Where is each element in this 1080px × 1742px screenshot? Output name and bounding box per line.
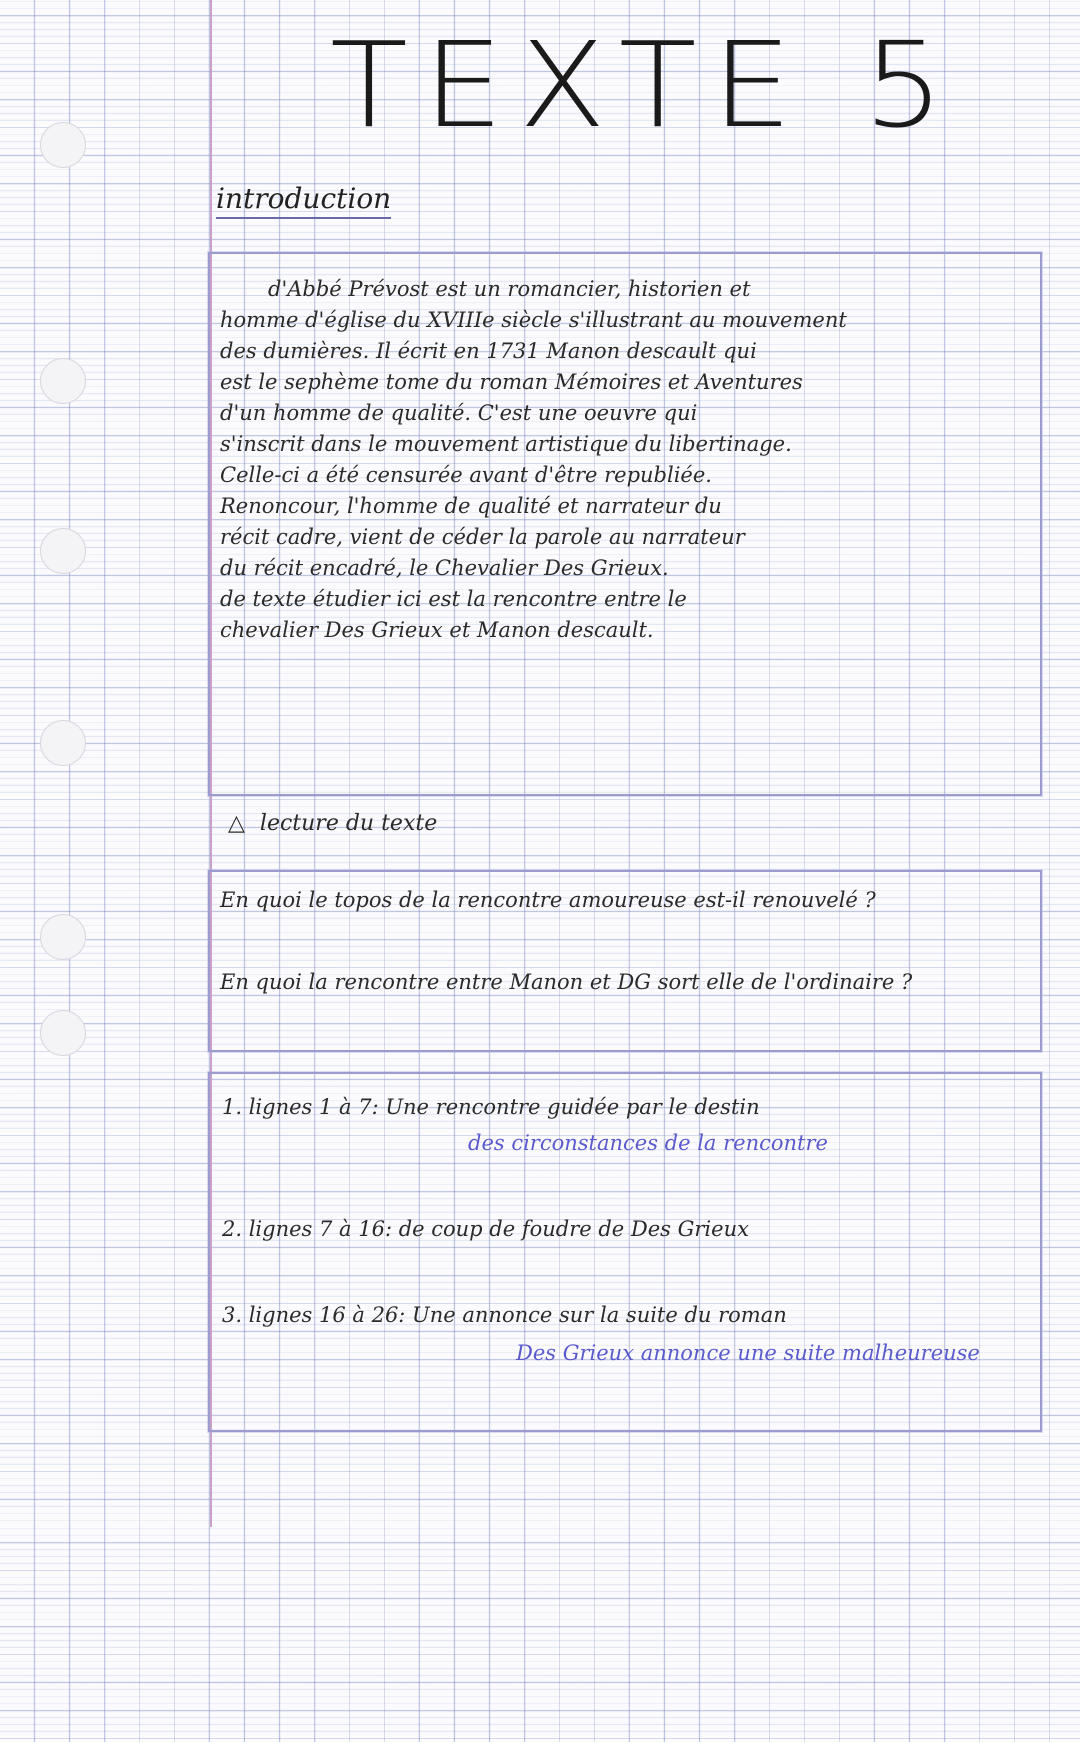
lecture-note (228, 808, 437, 839)
binder-hole (40, 122, 86, 168)
intro-line: d'un homme de qualité. C'est une oeuvre qui (220, 401, 698, 425)
plan-part-2: 2. lignes 7 à 16: de coup de foudre de Des Grieux (222, 1217, 749, 1241)
warning-triangle-icon: △ (228, 811, 245, 836)
problem-question: En quoi le topos de la rencontre amoureuse est-il renouvelé ? (220, 888, 876, 912)
intro-line: chevalier Des Grieux et Manon descault. (220, 618, 654, 642)
plan-part-3: 3. lignes 16 à 26: Une annonce sur la suite du roman (222, 1303, 787, 1327)
binder-hole (40, 720, 86, 766)
intro-line: Celle-ci a été censurée avant d'être republiée. (220, 463, 712, 487)
section-heading: introduction (216, 182, 391, 219)
plan-box-lower (208, 1430, 1038, 1742)
binder-holes (40, 0, 100, 1527)
page-title: TEXTE 5 (330, 16, 960, 154)
lecture-label: lecture du texte (259, 811, 438, 836)
plan-part-3-sub: Des Grieux annonce une suite malheureuse (516, 1341, 980, 1365)
binder-hole (40, 914, 86, 960)
binder-hole (40, 1010, 86, 1056)
intro-line: Renoncour, l'homme de qualité et narrateur du (220, 494, 722, 518)
plan-part-1-sub: des circonstances de la rencontre (468, 1131, 828, 1155)
intro-line: s'inscrit dans le mouvement artistique du libertinage. (220, 432, 792, 456)
problem-question: En quoi la rencontre entre Manon et DG sort elle de l'ordinaire ? (220, 970, 913, 994)
binder-hole (40, 528, 86, 574)
intro-line: de texte étudier ici est la rencontre entre le (220, 587, 687, 611)
intro-line: homme d'église du XVIIIe siècle s'illustrant au mouvement (220, 308, 847, 332)
plan-part-1: 1. lignes 1 à 7: Une rencontre guidée par le destin (222, 1095, 760, 1119)
intro-line: des dumières. Il écrit en 1731 Manon descault qui (220, 339, 757, 363)
intro-line: du récit encadré, le Chevalier Des Grieux. (220, 556, 669, 580)
binder-hole (40, 358, 86, 404)
intro-line: d'Abbé Prévost est un romancier, historien et (268, 277, 751, 301)
plan-box (208, 1072, 1042, 1432)
intro-line: récit cadre, vient de céder la parole au narrateur (220, 525, 745, 549)
intro-line: est le sephème tome du roman Mémoires et Aventures (220, 370, 803, 394)
intro-paragraph (220, 274, 1030, 646)
